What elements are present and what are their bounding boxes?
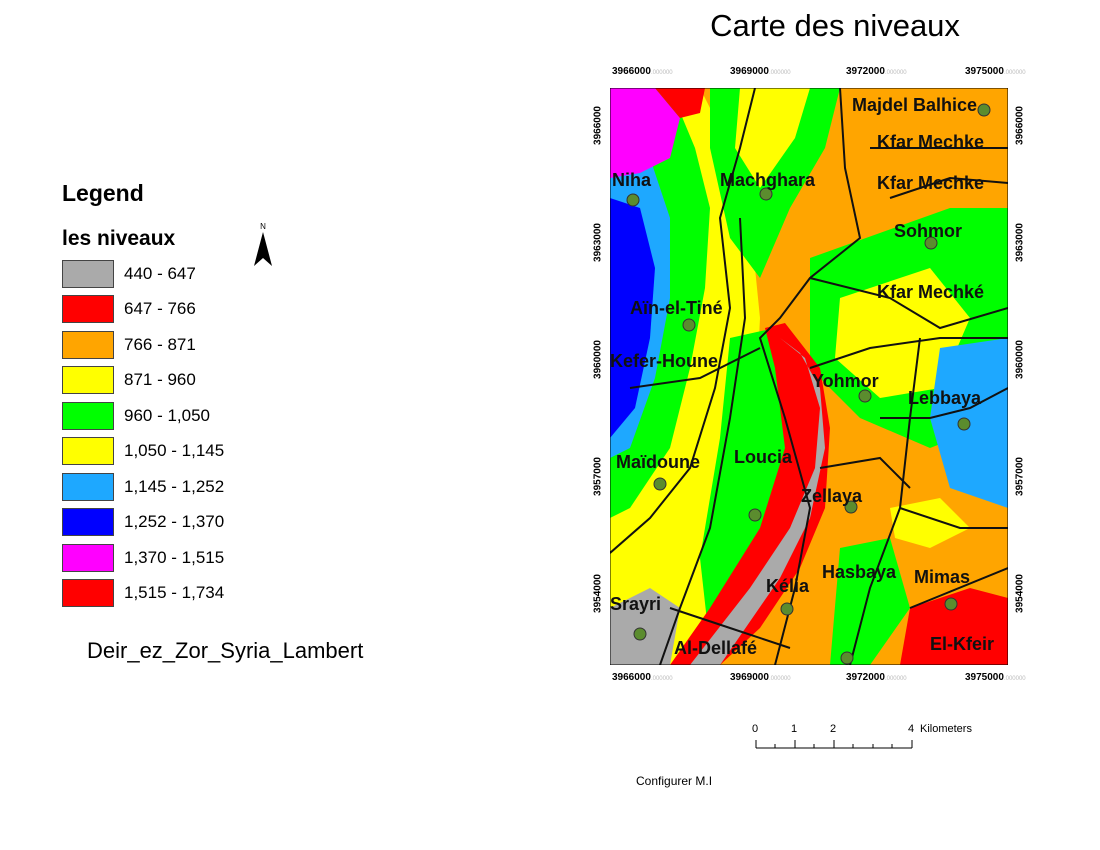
legend-title: Legend	[62, 180, 144, 206]
place-label: Machghara	[720, 170, 816, 190]
place-label: Kfar Mechke	[877, 132, 985, 152]
legend-swatch	[62, 544, 114, 572]
legend-swatch	[62, 366, 114, 394]
legend-label: 1,515 - 1,734	[124, 583, 225, 602]
legend-label: 960 - 1,050	[124, 406, 211, 425]
x-tick-label-top: 3975000.000000	[965, 66, 1026, 77]
scale-bar-graphic	[748, 738, 918, 752]
x-tick-label-top: 3969000.000000	[730, 66, 791, 77]
y-tick-label-right: 3966000	[1014, 106, 1026, 145]
scale-label: 4	[908, 723, 915, 735]
place-label: Kfar Mechke	[877, 173, 985, 193]
legend-label: 1,050 - 1,145	[124, 441, 225, 460]
place-label: Kefer-Houne	[610, 351, 719, 371]
place-label: Lebbaya	[908, 388, 982, 408]
place-label: Loucia	[734, 447, 793, 467]
legend-label: 766 - 871	[124, 335, 196, 354]
y-tick-label-left: 3966000	[592, 106, 604, 145]
legend-label: 440 - 647	[124, 264, 196, 283]
elevation-map	[610, 88, 1008, 665]
place-label: Kélia	[766, 576, 810, 596]
legend-label: 1,145 - 1,252	[124, 477, 225, 496]
y-tick-label-right: 3957000	[1014, 457, 1026, 496]
legend-label: 871 - 960	[124, 370, 196, 389]
place-label: Kfar Mechké	[877, 282, 985, 302]
y-tick-label-right: 3963000	[1014, 223, 1026, 262]
legend-swatch	[62, 473, 114, 501]
place-label: Zellaya	[801, 486, 863, 506]
place-label: Yohmor	[812, 371, 879, 391]
credit-label: Configurer M.I	[636, 774, 713, 788]
legend-subtitle: les niveaux	[62, 227, 176, 250]
x-tick-label-top: 3972000.000000	[846, 66, 907, 77]
place-label: Maïdoune	[616, 452, 700, 472]
legend-swatch	[62, 331, 114, 359]
y-tick-label-left: 3957000	[592, 457, 604, 496]
scale-bar	[748, 720, 988, 752]
projection-label: Deir_ez_Zor_Syria_Lambert	[87, 638, 364, 663]
legend-swatch	[62, 260, 114, 288]
place-label: Sohmor	[894, 221, 963, 241]
north-label: N	[260, 222, 266, 231]
scale-label: 0	[752, 723, 759, 735]
legend-label: 1,370 - 1,515	[124, 548, 225, 567]
map-title: Carte des niveaux	[710, 8, 960, 43]
place-label: Mimas	[914, 567, 971, 587]
scale-unit: Kilometers	[920, 723, 972, 735]
scale-label: 1	[791, 723, 798, 735]
place-label: Majdel Balhice	[852, 95, 978, 115]
north-arrow-icon	[252, 220, 274, 268]
legend-label: 1,252 - 1,370	[124, 512, 225, 531]
legend-swatch	[62, 402, 114, 430]
x-tick-label-bottom: 3972000.000000	[846, 672, 907, 683]
x-tick-label-bottom: 3969000.000000	[730, 672, 791, 683]
place-label: Niha	[612, 170, 652, 190]
x-tick-label-bottom: 3975000.000000	[965, 672, 1026, 683]
legend-swatch	[62, 579, 114, 607]
y-tick-label-left: 3954000	[592, 574, 604, 613]
legend-label: 647 - 766	[124, 299, 196, 318]
place-label: Srayri	[610, 594, 662, 614]
legend-swatch	[62, 508, 114, 536]
scale-label: 2	[830, 723, 837, 735]
place-label: Al-Dellafé	[674, 638, 758, 658]
y-tick-label-right: 3954000	[1014, 574, 1026, 613]
y-tick-label-left: 3963000	[592, 223, 604, 262]
x-tick-label-top: 3966000.000000	[612, 66, 673, 77]
place-label: El-Kfeir	[930, 634, 995, 654]
y-tick-label-left: 3960000	[592, 340, 604, 379]
place-label: Aïn-el-Tiné	[630, 298, 723, 318]
place-label: Hasbaya	[822, 562, 897, 582]
y-tick-label-right: 3960000	[1014, 340, 1026, 379]
legend-swatch	[62, 437, 114, 465]
x-tick-label-bottom: 3966000.000000	[612, 672, 673, 683]
legend-swatch	[62, 295, 114, 323]
